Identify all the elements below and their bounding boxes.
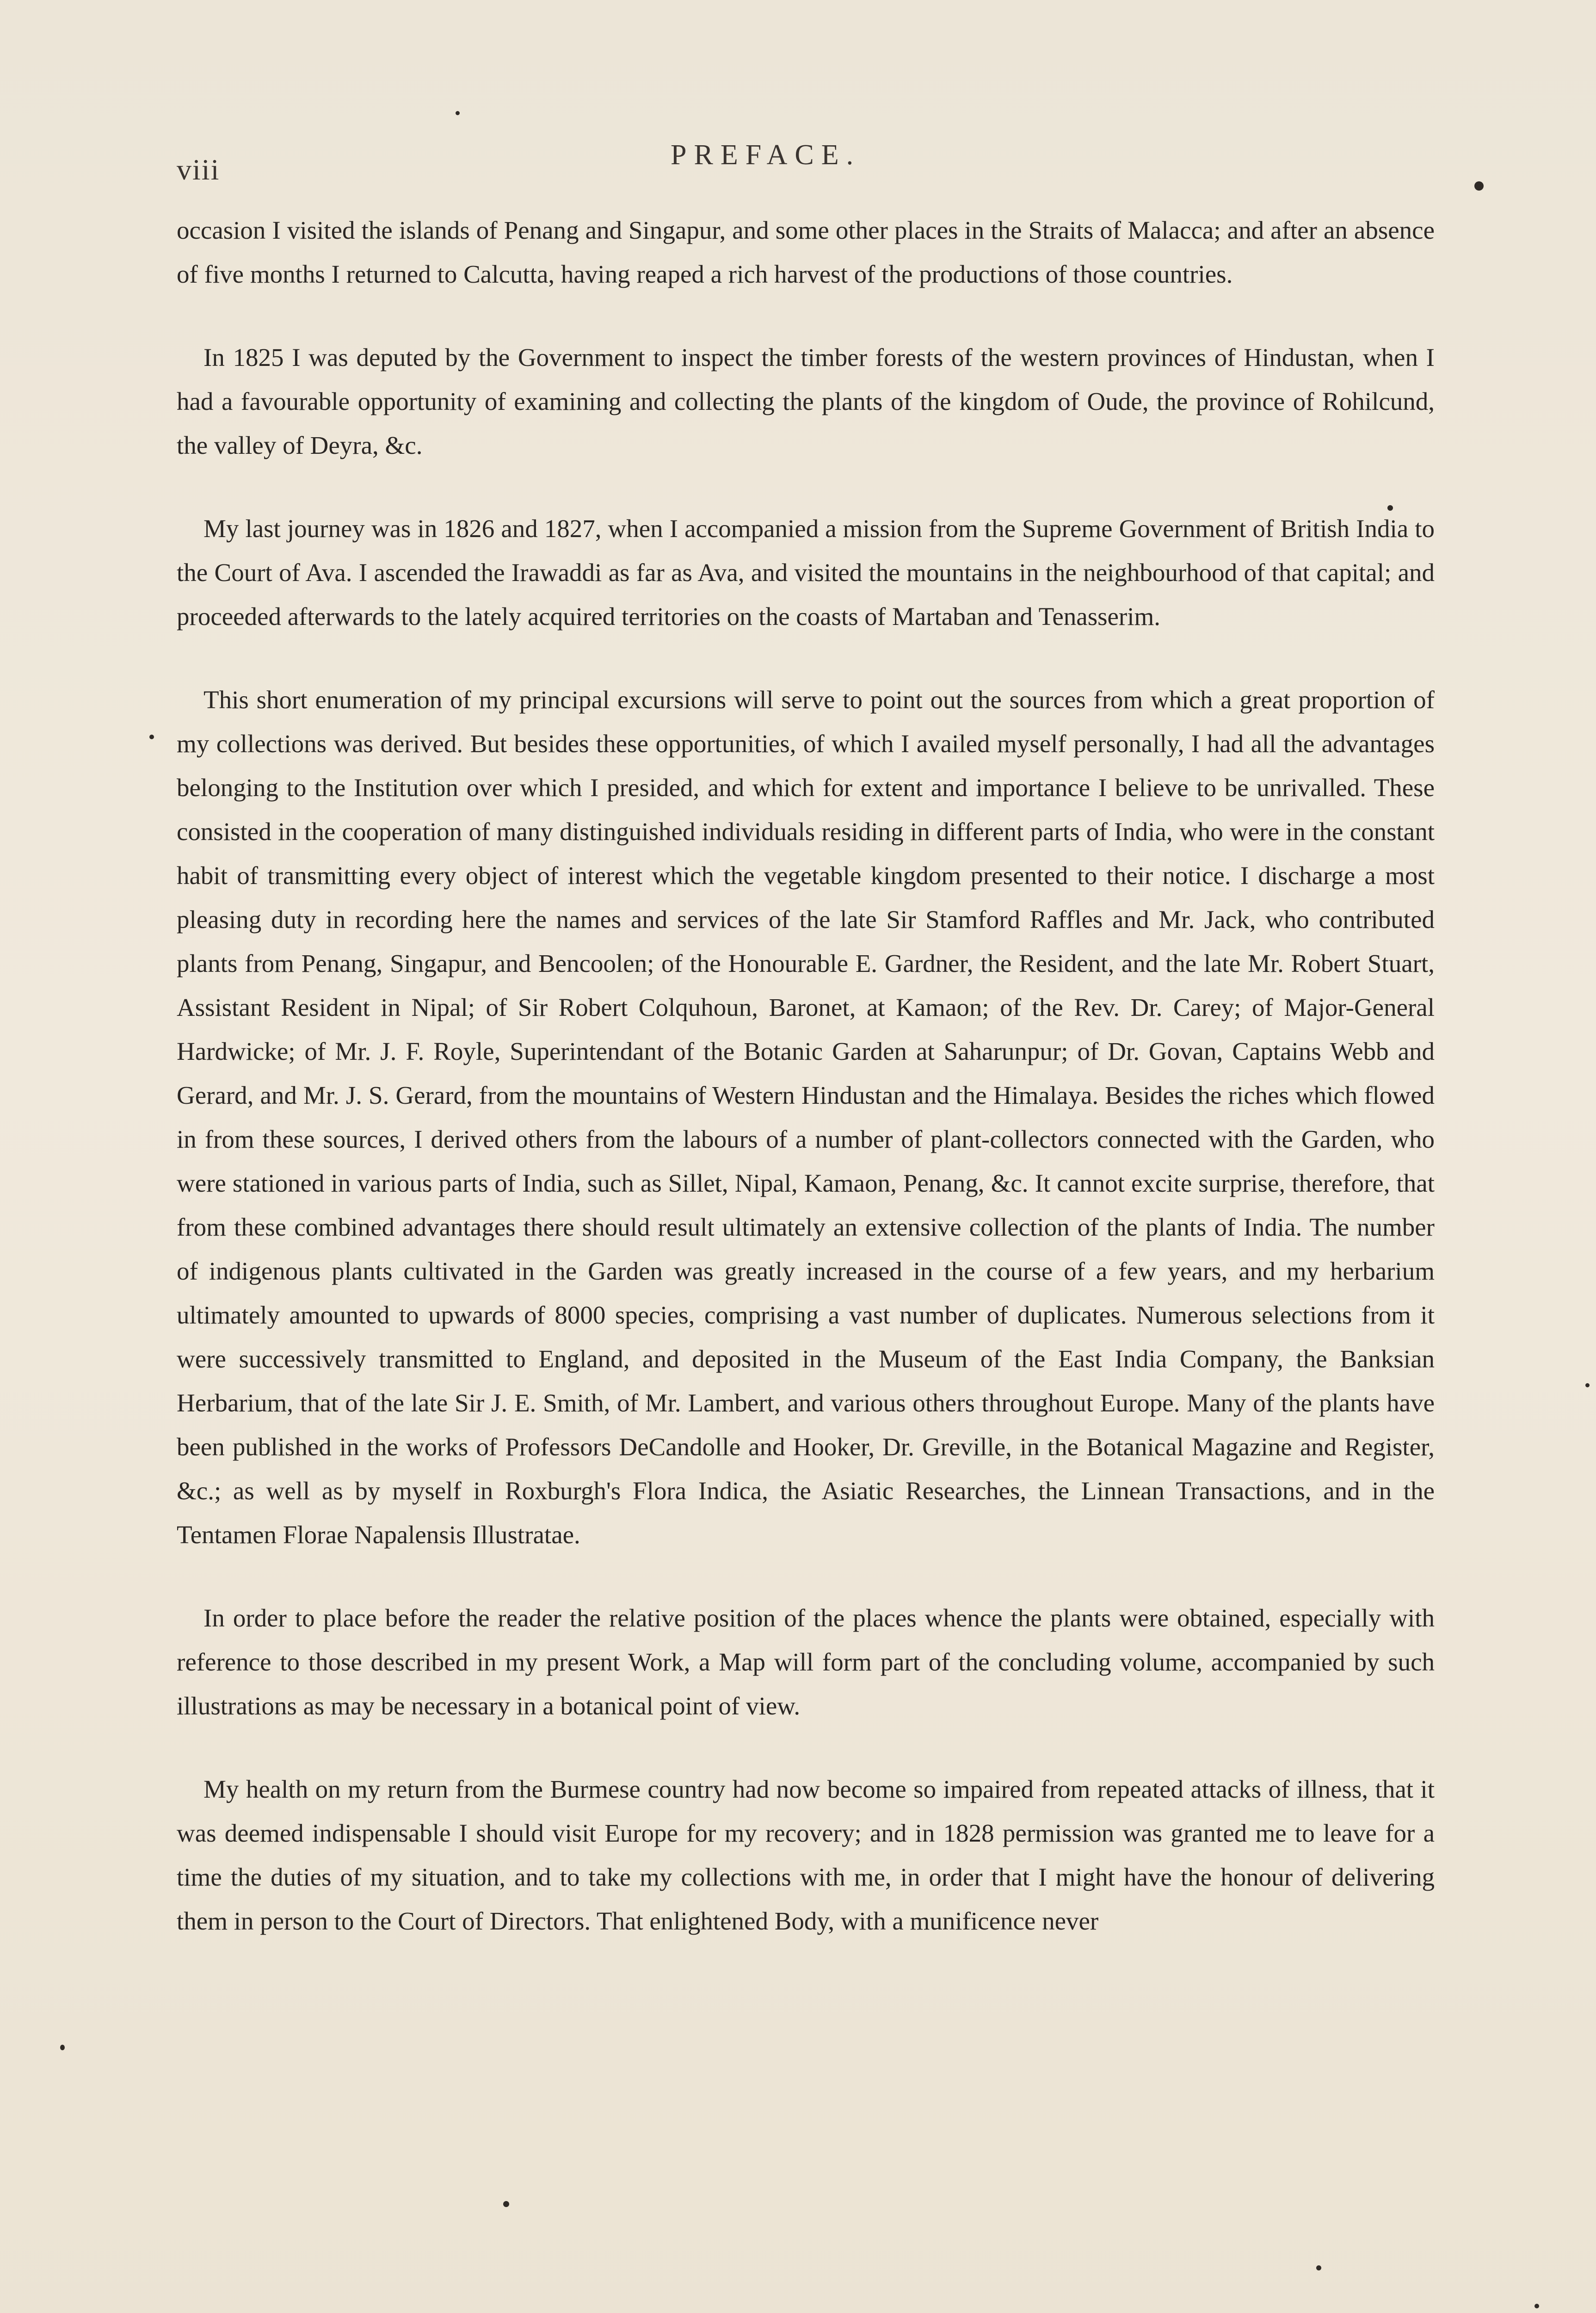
page-number: viii — [177, 153, 220, 186]
body-text — [177, 208, 1435, 1943]
paragraph-return-to-europe: My health on my return from the Burmese country had now become so impaired from repeated attacks of illness, that it was deemed indispensable I should visit Europe for my recovery; and in 1828 permission was granted me to leave for a time the duties of my situation, and to take my collections with me, in order that I might have the honour of delivering them in person to the Court of Directors. That enlightened Body, with a munificence never — [177, 1775, 1435, 1935]
paper-speck — [1474, 181, 1484, 191]
paragraph-1825-journey: In 1825 I was deputed by the Government to inspect the timber forests of the western provinces of Hindustan, when I had a favourable opportunity of examining and collecting the plants of the kingdom of Oude, the province of Rohilcund, the valley of Deyra, &c. — [177, 343, 1435, 459]
paper-speck — [1534, 2304, 1539, 2308]
paper-speck — [60, 2045, 65, 2050]
paper-speck — [456, 111, 460, 115]
paper-speck — [149, 735, 154, 739]
paragraph-ava-mission: My last journey was in 1826 and 1827, when I accompanied a mission from the Supreme Government of British India to the Court of Ava. I ascended the Irawaddi as far as Ava, and visited the mountains in the neighbourhood of that capital; and proceeded afterwards to the lately acquired territories on the coasts of Martaban and Tenasserim. — [177, 514, 1435, 631]
paragraph-continuation: occasion I visited the islands of Penang and Singapur, and some other places in the Straits of Malacca; and after an absence of five months I returned to Calcutta, having reaped a rich harvest of the productions of those countries. — [177, 216, 1435, 288]
paper-speck — [1585, 1383, 1590, 1387]
paper-speck — [503, 2201, 509, 2207]
paper-speck — [1387, 505, 1393, 511]
paragraph-collections-sources: This short enumeration of my principal excursions will serve to point out the sources from which a great proportion of my collections was derived. But besides these opportunities, of which I availed myself personally, I had all the advantages belonging to the Institution over which I presided, and which for extent and importance I believe to be unrivalled. These consisted in the cooperation of many distinguished individuals residing in different parts of India, who were in the constant habit of transmitting every object of interest which the vegetable kingdom presented to their notice. I discharge a most pleasing duty in recording here the names and services of the late Sir Stamford Raffles and Mr. Jack, who contributed plants from Penang, Singapur, and Bencoolen; of the Honourable E. Gardner, the Resident, and the late Mr. Robert Stuart, Assistant Resident in Nipal; of Sir Robert Colquhoun, Baronet, at Kamaon; of the Rev. Dr. Carey; of Major-General Hardwicke; of Mr. J. F. Royle, Superintendant of the Botanic Garden at Saharunpur; of Dr. Govan, Captains Webb and Gerard, and Mr. J. S. Gerard, from the mountains of Western Hindustan and the Himalaya. Besides the riches which flowed in from these sources, I derived others from the labours of a number of plant-collectors connected with the Garden, who were stationed in various parts of India, such as Sillet, Nipal, Kamaon, Penang, &c. It cannot excite surprise, therefore, that from these combined advantages there should result ultimately an extensive collection of the plants of India. The number of indigenous plants cultivated in the Garden was greatly increased in the course of a few years, and my herbarium ultimately amounted to upwards of 8000 species, comprising a vast number of duplicates. Numerous selections from it were successively transmitted to England, and deposited in the Museum of the East India Company, the Banksian Herbarium, that of the late Sir J. E. Smith, of Mr. Lambert, and various others throughout Europe. Many of the plants have been published in the works of Professors DeCandolle and Hooker, Dr. Greville, in the Botanical Magazine and Register, &c.; as well as by myself in Roxburgh's Flora Indica, the Asiatic Researches, the Linnean Transactions, and in the Tentamen Florae Napalensis Illustratae. — [177, 686, 1435, 1549]
paragraph-map-note: In order to place before the reader the relative position of the places whence the plants were obtained, especially with reference to those described in my present Work, a Map will form part of the concluding volume, accompanied by such illustrations as may be necessary in a botanical point of view. — [177, 1604, 1435, 1720]
running-head: PREFACE. — [671, 139, 861, 171]
paper-speck — [1316, 2265, 1321, 2270]
